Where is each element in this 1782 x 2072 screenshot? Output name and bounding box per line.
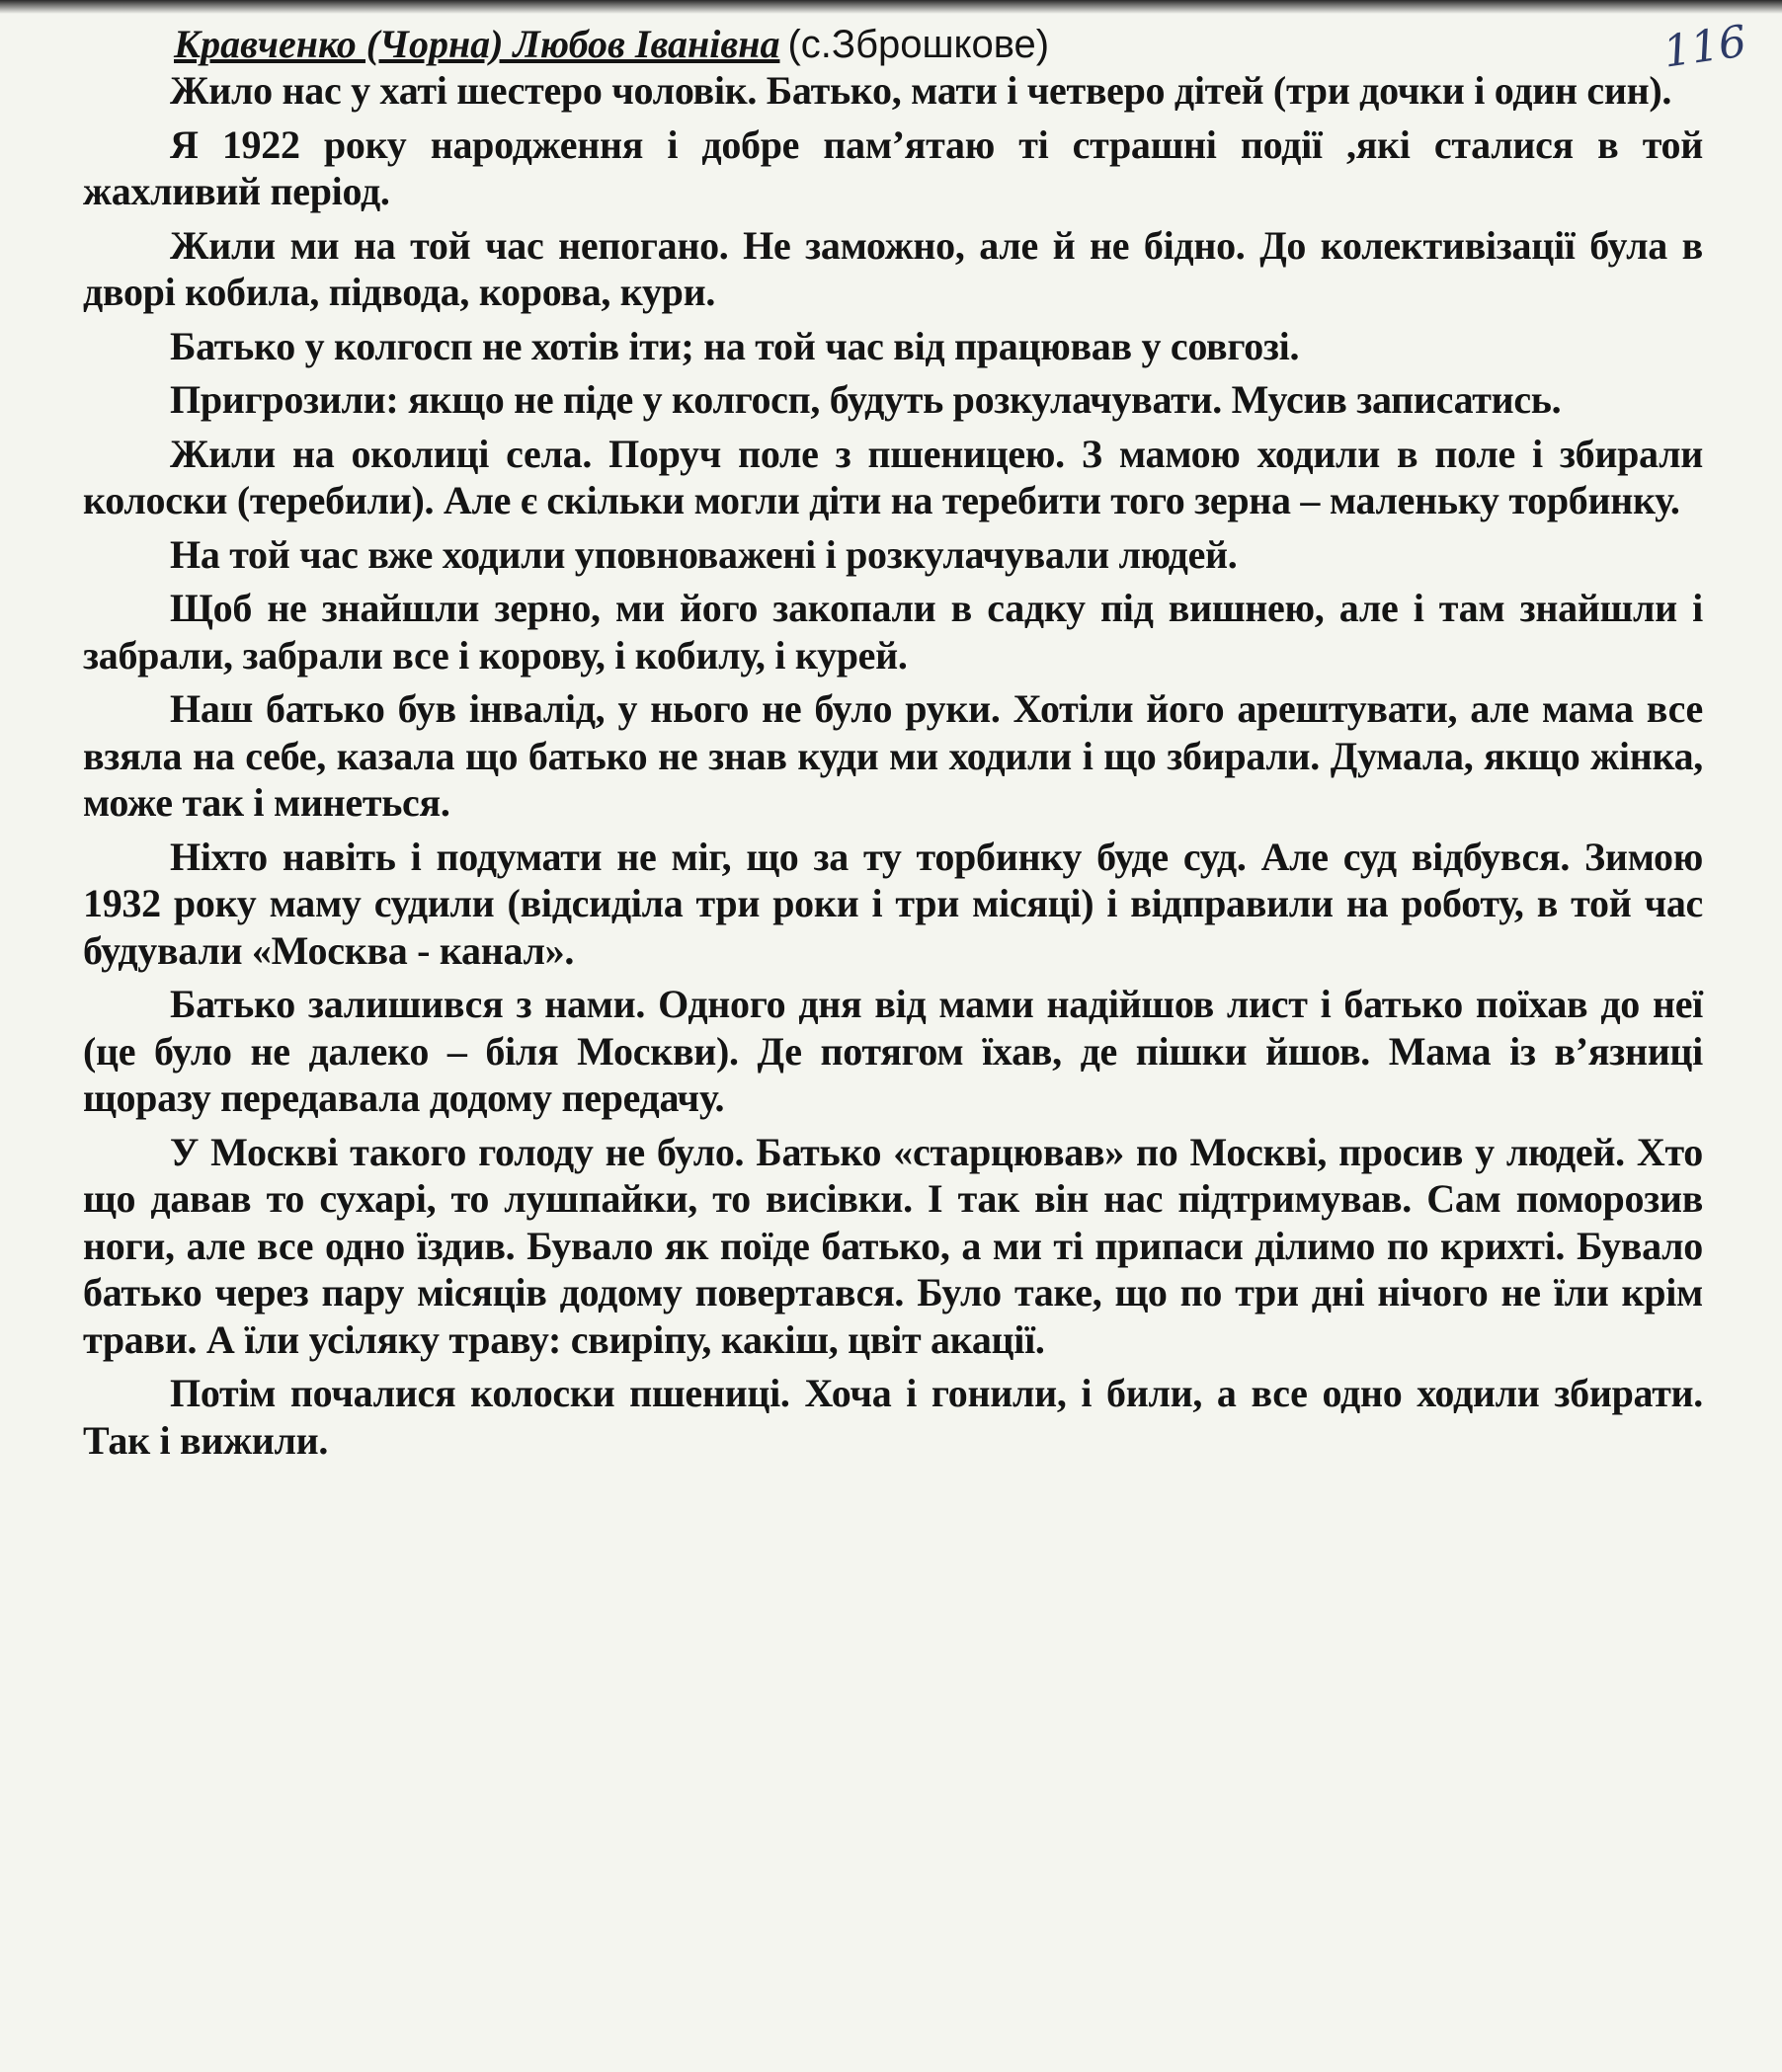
paragraph: Я 1922 року народження і добре пам’ятаю ті страшні події ,які сталися в той жахливий період. [83, 121, 1703, 213]
author-village: (с.Зброшкове) [787, 23, 1050, 66]
scan-edge-shadow [0, 0, 1782, 14]
paragraph: Ніхто навіть і подумати не міг, що за ту торбинку буде суд. Але суд відбувся. Зимою 1932 року маму судили (відсиділа три роки і три місяці) і відправили на роботу, в той час будували «Москва - канал». [83, 834, 1703, 973]
paragraph: Пригрозили: якщо не піде у колгосп, будуть розкулачувати. Мусив записатись. [170, 377, 1562, 422]
document-header [174, 22, 1703, 67]
paragraph: Щоб не знайшли зерно, ми його закопали в садку під вишнею, але і там знайшли і забрали, забрали все і корову, і кобилу, і курей. [83, 586, 1703, 677]
paragraph: Потім почалися колоски пшениці. Хоча і гонили, і били, а все одно ходили збирати. Так і вижили. [83, 1371, 1703, 1463]
paragraph: Наш батько був інвалід, у нього не було руки. Хотіли його арештувати, але мама все взяла на себе, казала що батько не знав куди ми ходили і що збирали. Думала, якщо жінка, може так і минеться. [83, 686, 1703, 825]
paragraph: Батько залишився з нами. Одного дня від мами надійшов лист і батько поїхав до неї (це було не далеко – біля Москви). Де потягом їхав, де пішки йшов. Мама із в’язниці щоразу передавала додому передачу. [83, 982, 1703, 1120]
paragraph: У Москві такого голоду не було. Батько «старцював» по Москві, просив у людей. Хто що давав то сухарі, то лушпайки, то висівки. І так він нас підтримував. Сам поморозив ноги, але все одно їздив. Бувало як поїде батько, а ми ті припаси ділимо по крихті. Бувало батько через пару місяців додому повертався. Було таке, що по три дні нічого не їли крім трави. А їли усіляку траву: свиріпу, какіш, цвіт акації. [83, 1129, 1703, 1362]
handwritten-page-number: 116 [1660, 16, 1750, 78]
paragraph: Жили ми на той час непогано. Не заможно, але й не бідно. До колективізації була в дворі кобила, підвода, корова, кури. [83, 222, 1703, 314]
paragraph: Жили на околиці села. Поруч поле з пшеницею. З мамою ходили в поле і збирали колоски (теребили). Але є скільки могли діти на теребити того зерна – маленьку торбинку. [83, 431, 1703, 522]
author-name: Кравченко (Чорна) Любов Іванівна [174, 22, 780, 66]
paragraph: На той час вже ходили уповноважені і розкулачували людей. [170, 531, 1238, 577]
paragraph: Батько у колгосп не хотів іти; на той час від працював у совгозі. [170, 323, 1300, 368]
paragraph: Жило нас у хаті шестеро чоловік. Батько, мати і четверо дітей (три дочки і один син). [170, 68, 1672, 113]
